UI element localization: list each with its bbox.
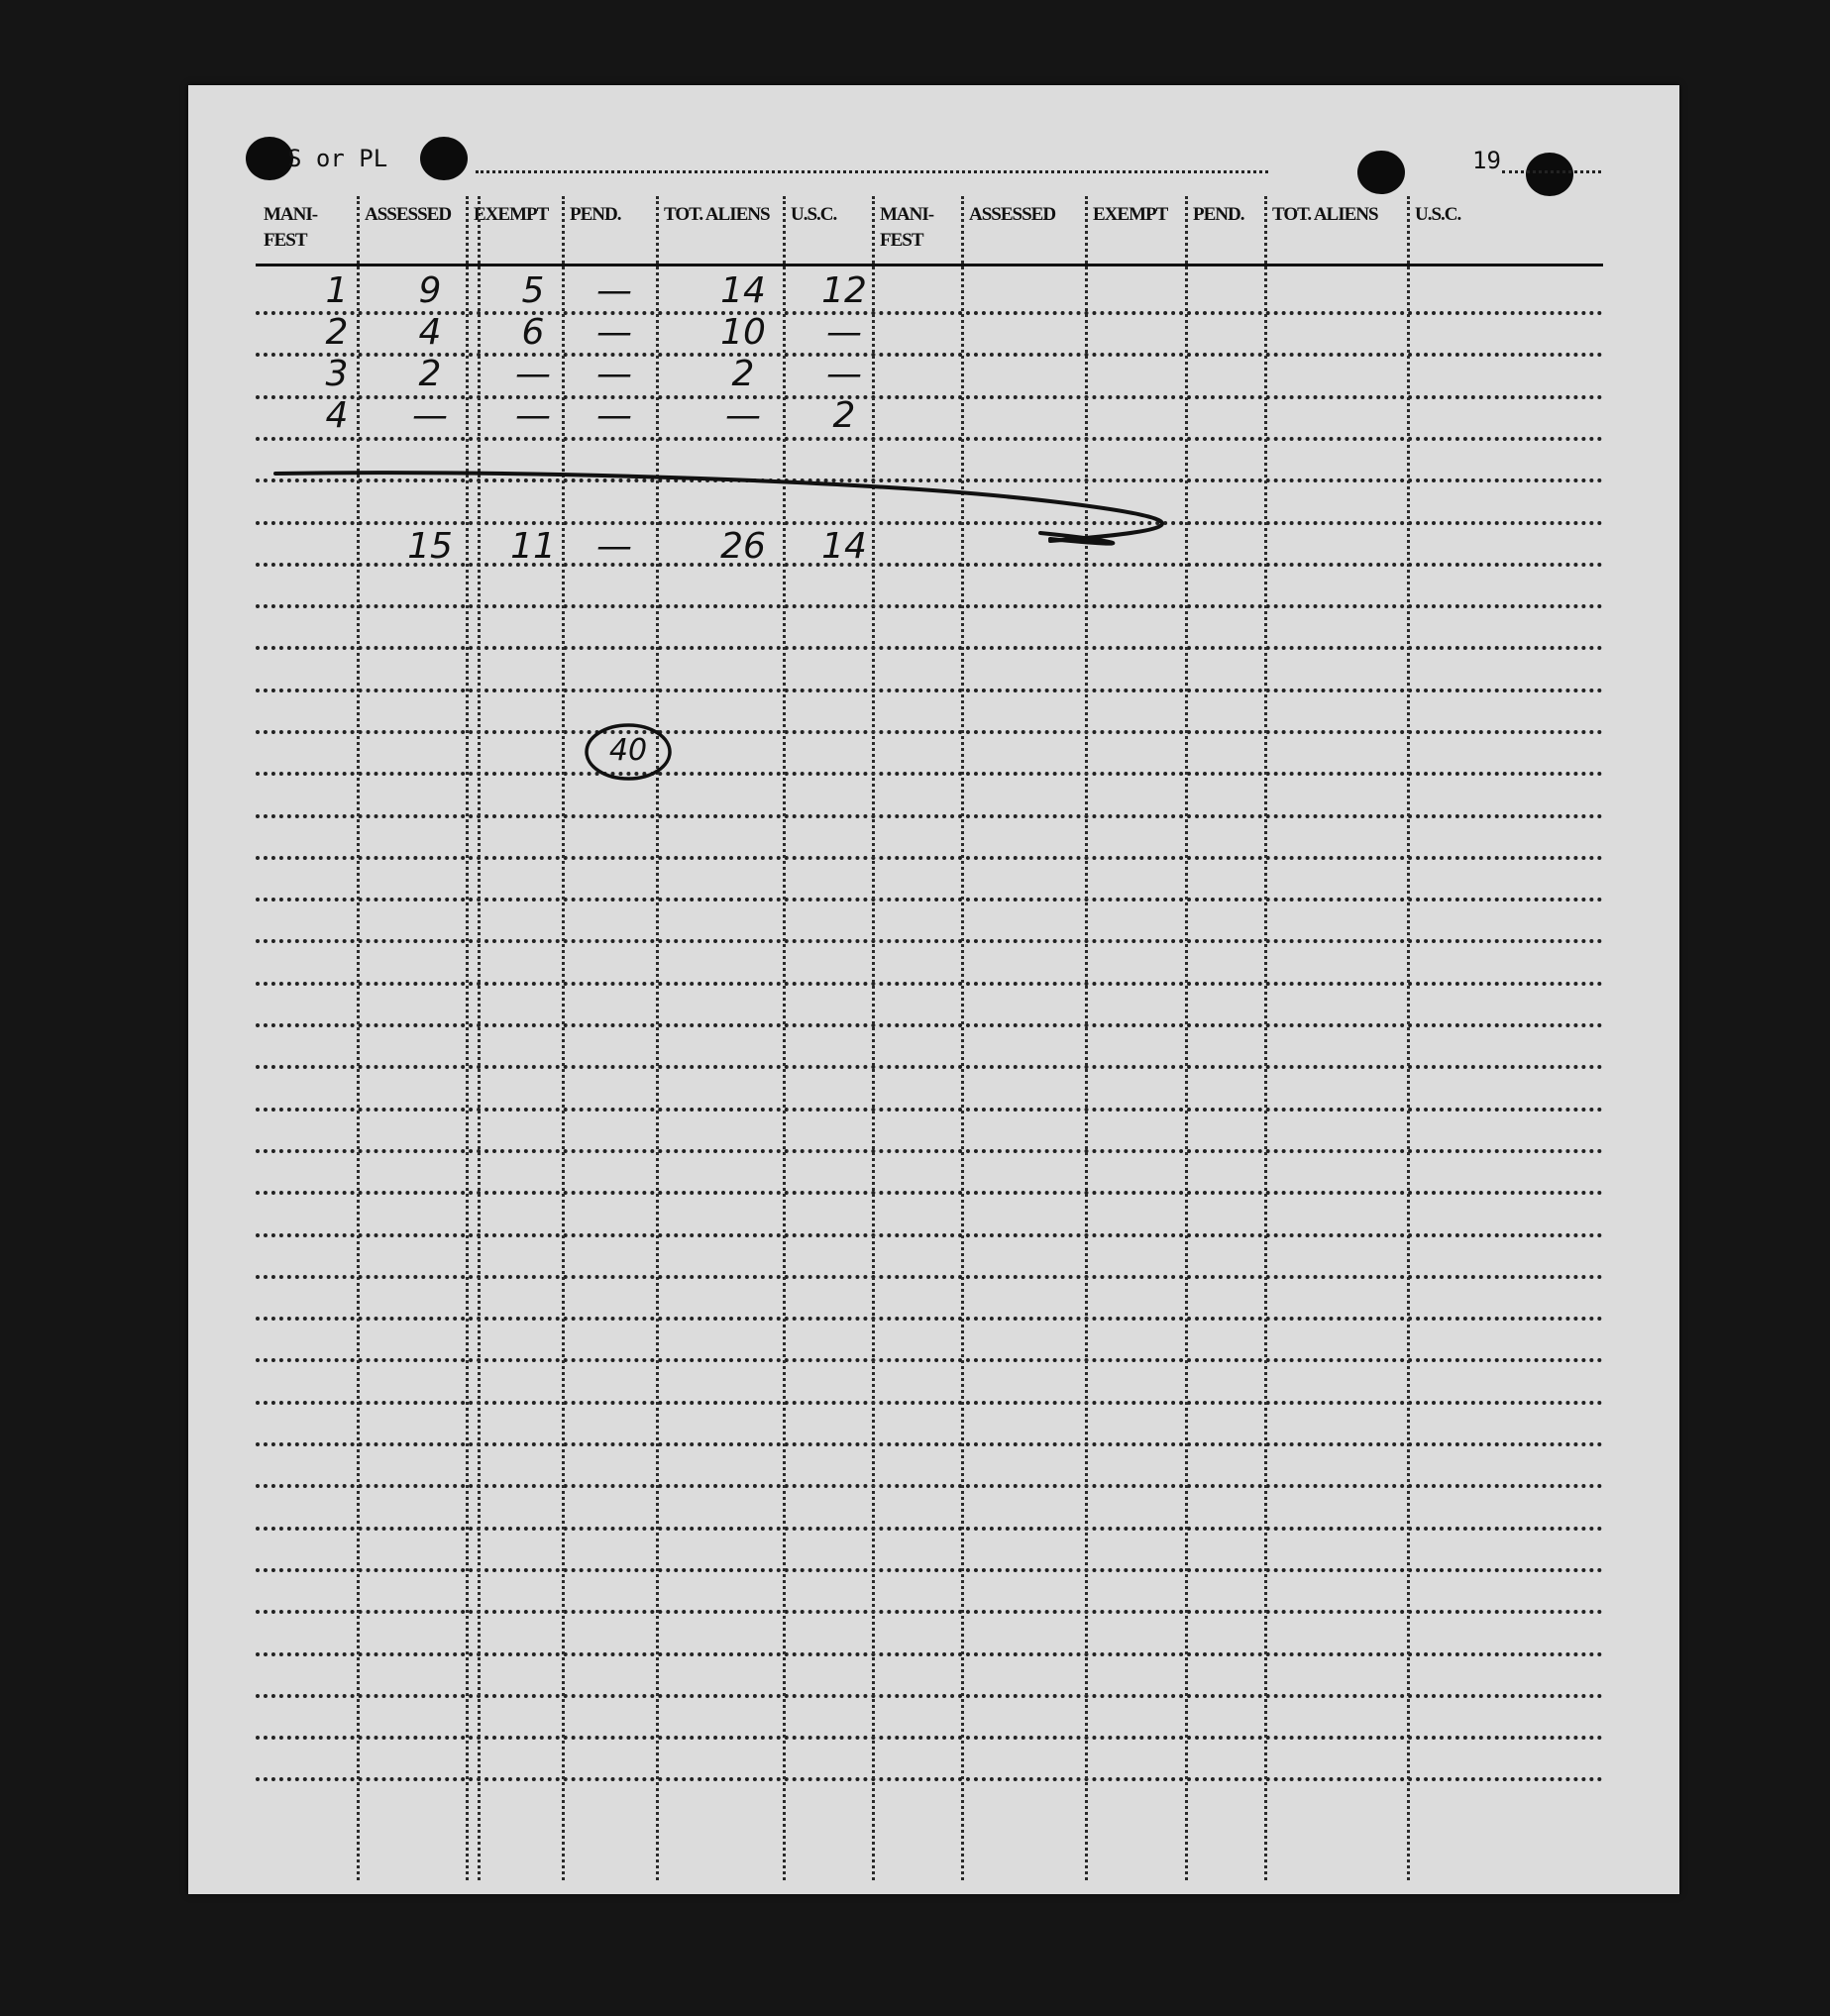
cell-tot_aliens: — [725, 395, 761, 436]
column-header-right-0: MANI- FEST [880, 204, 934, 251]
column-header-right-1: ASSESSED [969, 204, 1056, 225]
column-header-right-4: TOT. ALIENS [1272, 204, 1378, 225]
cell-pend: — [596, 312, 632, 353]
ink-strokes [188, 85, 1679, 1894]
cell-usc: 12 [821, 270, 867, 311]
column-header-right-5: U.S.C. [1415, 204, 1461, 225]
grand-total-value: 40 [608, 733, 648, 768]
cell-assessed: 9 [418, 270, 442, 311]
cell-pend: — [596, 354, 632, 394]
total-pend: — [596, 526, 632, 567]
cell-manifest: 2 [325, 312, 349, 353]
total-usc: 14 [821, 526, 867, 567]
cell-usc: 2 [832, 395, 856, 436]
column-header-left-2: EXEMPT [474, 204, 549, 225]
cell-assessed: 2 [418, 354, 442, 394]
cell-usc: — [826, 312, 862, 353]
cell-assessed: — [412, 395, 448, 436]
vessel-prefix-label: S or PL [287, 145, 388, 172]
total-tot_aliens: 26 [720, 526, 766, 567]
handwritten-divider-stroke [275, 473, 1162, 543]
cell-assessed: 4 [418, 312, 442, 353]
cell-exempt: 5 [521, 270, 545, 311]
cell-manifest: 4 [325, 395, 349, 436]
column-header-right-3: PEND. [1193, 204, 1244, 225]
cell-tot_aliens: 10 [720, 312, 766, 353]
cell-manifest: 3 [325, 354, 349, 394]
year-label: 19 [1472, 147, 1501, 174]
column-header-left-1: ASSESSED [365, 204, 452, 225]
cell-pend: — [596, 395, 632, 436]
form-sheet [188, 85, 1679, 1894]
total-assessed: 15 [407, 526, 453, 567]
cell-manifest: 1 [325, 270, 349, 311]
total-exempt: 11 [510, 526, 556, 567]
column-header-right-2: EXEMPT [1093, 204, 1168, 225]
column-header-left-0: MANI- FEST [264, 204, 318, 251]
cell-exempt: 6 [521, 312, 545, 353]
cell-pend: — [596, 270, 632, 311]
column-header-left-5: U.S.C. [791, 204, 837, 225]
column-header-left-4: TOT. ALIENS [664, 204, 770, 225]
cell-tot_aliens: 14 [720, 270, 766, 311]
cell-exempt: — [515, 395, 551, 436]
column-header-left-3: PEND. [570, 204, 621, 225]
cell-usc: — [826, 354, 862, 394]
cell-tot_aliens: 2 [731, 354, 755, 394]
cell-exempt: — [515, 354, 551, 394]
